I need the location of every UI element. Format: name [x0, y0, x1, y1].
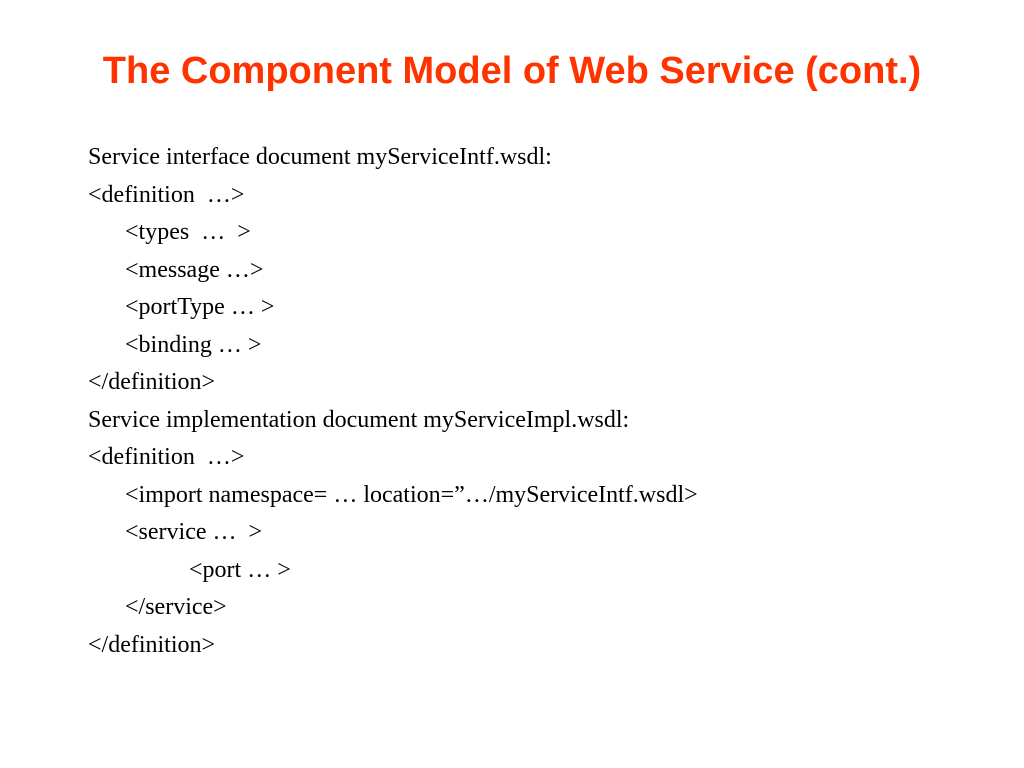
definition-close-tag: </definition>	[88, 631, 216, 658]
port-tag: <port … >	[189, 556, 291, 583]
slide-title: The Component Model of Web Service (cont.)	[102, 50, 922, 92]
definition-open-tag: <definition …>	[88, 181, 245, 208]
service-open-tag: <service … >	[125, 519, 263, 545]
definition-open-tag: <definition …>	[88, 444, 245, 470]
porttype-tag: <portType … >	[125, 294, 275, 320]
types-tag: <types … >	[125, 219, 251, 245]
service-close-tag: </service>	[125, 594, 227, 620]
message-tag: <message …>	[125, 256, 264, 283]
definition-close-tag: </definition>	[88, 369, 216, 395]
slide-body	[0, 139, 1024, 664]
import-tag: <import namespace= … location=”…/myServiceIntf.wsdl>	[125, 481, 698, 508]
binding-tag: <binding … >	[125, 331, 262, 358]
implementation-doc-heading: Service implementation document myServiceImpl.wsdl:	[88, 406, 630, 433]
interface-doc-heading: Service interface document myServiceIntf.wsdl:	[88, 144, 552, 170]
